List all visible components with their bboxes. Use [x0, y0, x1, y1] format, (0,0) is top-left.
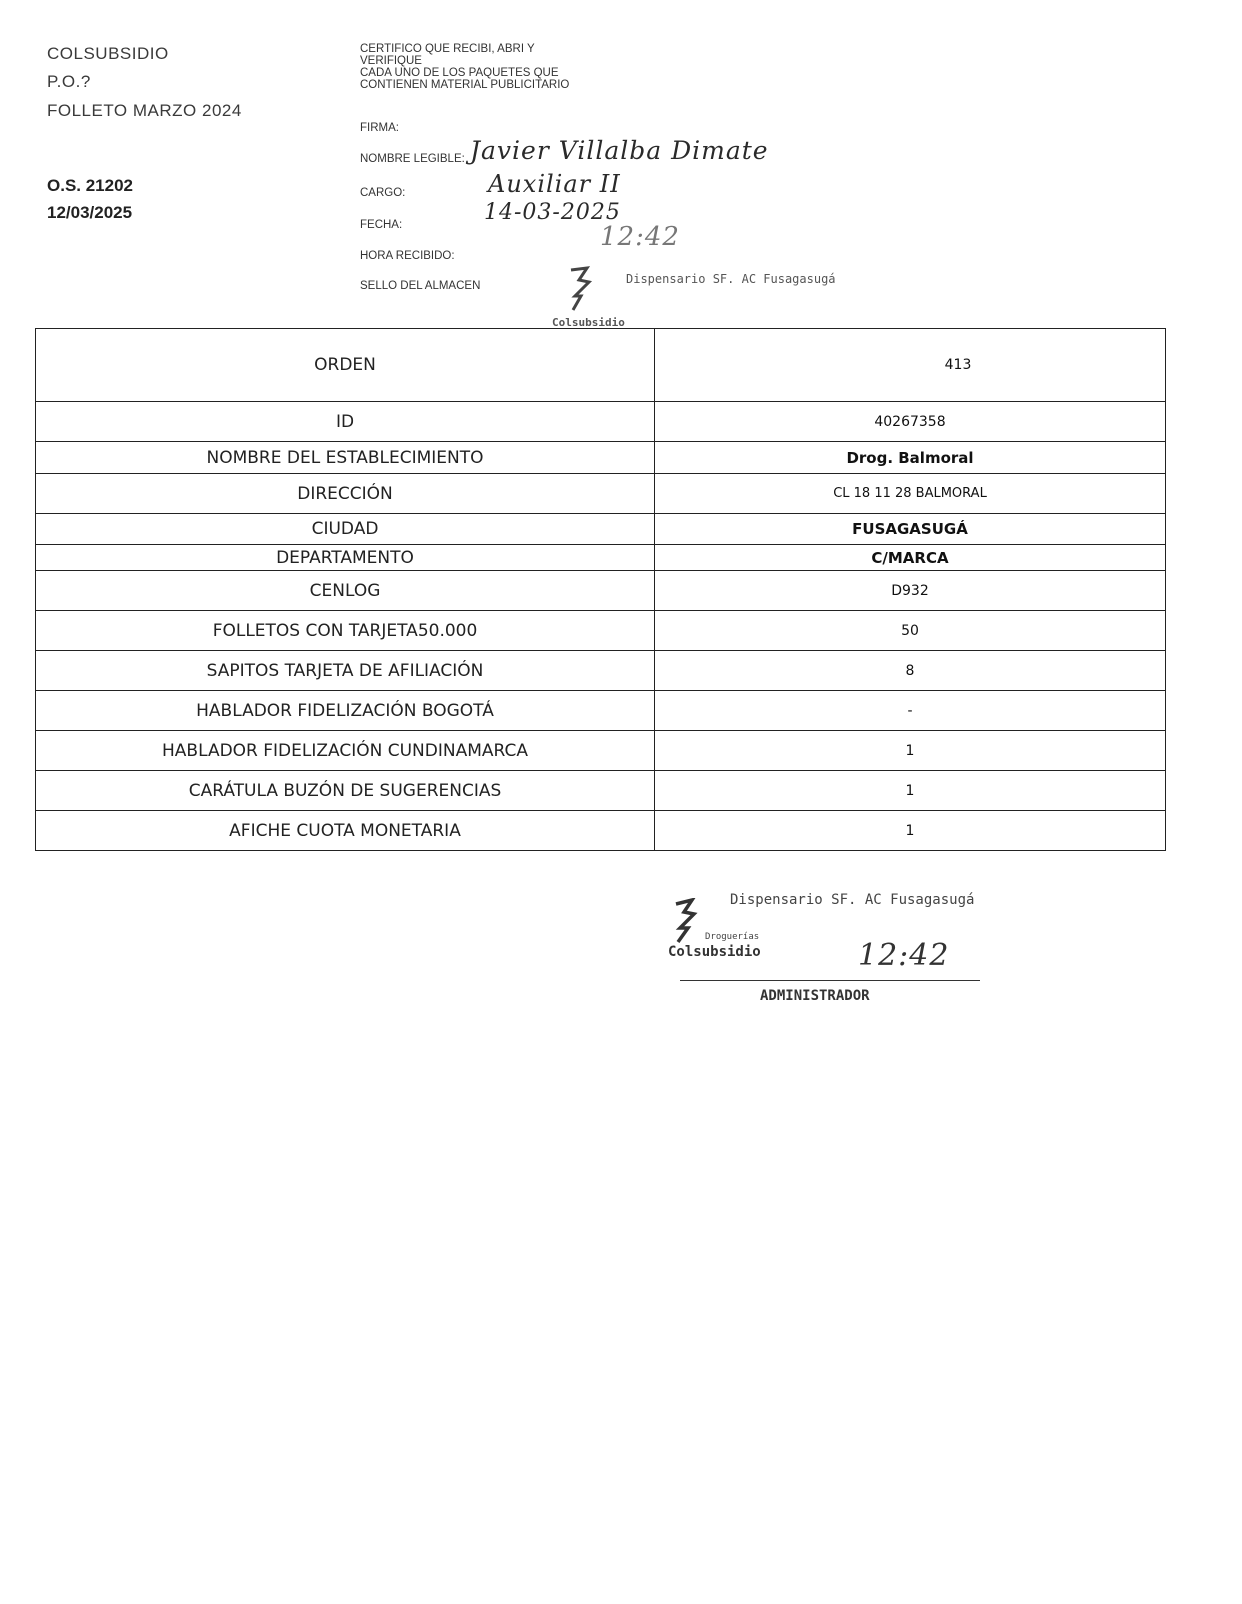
table-row — [36, 571, 1166, 611]
row-label-afiche: AFICHE CUOTA MONETARIA — [36, 811, 655, 851]
row-label-folletos: FOLLETOS CON TARJETA50.000 — [36, 611, 655, 651]
row-value-caratula: 1 — [655, 771, 1166, 811]
table-row — [36, 731, 1166, 771]
row-value-hablador-bogota: - — [655, 691, 1166, 731]
row-label-id: ID — [36, 402, 655, 442]
row-value-ciudad: FUSAGASUGÁ — [655, 514, 1166, 545]
row-label-direccion: DIRECCIÓN — [36, 474, 655, 514]
campaign-name: FOLLETO MARZO 2024 — [47, 101, 242, 120]
document-date: 12/03/2025 — [47, 203, 133, 222]
table-row — [36, 691, 1166, 731]
colsubsidio-logo-icon — [672, 898, 706, 944]
row-value-establecimiento: Drog. Balmoral — [655, 442, 1166, 474]
cargo-label: CARGO: — [360, 187, 406, 199]
store-stamp-bottom — [672, 898, 706, 949]
store-stamp-top — [565, 266, 605, 317]
cert-line-2: VERIFIQUE — [360, 55, 422, 67]
certification-text — [360, 43, 569, 91]
row-value-hablador-cundinamarca: 1 — [655, 731, 1166, 771]
row-label-hablador-bogota: HABLADOR FIDELIZACIÓN BOGOTÁ — [36, 691, 655, 731]
row-label-establecimiento: NOMBRE DEL ESTABLECIMIENTO — [36, 442, 655, 474]
orden-value: 413 — [944, 357, 972, 373]
row-value-departamento: C/MARCA — [655, 545, 1166, 571]
row-value-afiche: 1 — [655, 811, 1166, 851]
signature-line — [680, 980, 980, 981]
row-label-departamento: DEPARTAMENTO — [36, 545, 655, 571]
stamp-top-logo: Colsubsidio — [552, 316, 625, 329]
row-label-caratula: CARÁTULA BUZÓN DE SUGERENCIAS — [36, 771, 655, 811]
table-row — [36, 651, 1166, 691]
cert-line-1: CERTIFICO QUE RECIBI, ABRI Y — [360, 43, 535, 55]
delivery-table — [35, 328, 1166, 851]
table-row — [36, 329, 1166, 402]
cert-line-4: CONTIENEN MATERIAL PUBLICITARIO — [360, 79, 570, 91]
nombre-signature: Javier Villalba Dimate — [470, 136, 769, 165]
row-label-orden: ORDEN — [36, 329, 655, 402]
cert-line-3: CADA UNO DE LOS PAQUETES QUE — [360, 67, 559, 79]
stamp-top-store: Dispensario SF. AC Fusagasugá — [626, 272, 836, 286]
table-row — [36, 545, 1166, 571]
company-name: COLSUBSIDIO — [47, 44, 169, 63]
row-value-folletos: 50 — [655, 611, 1166, 651]
header-line2: P.O.? — [47, 72, 91, 91]
stamp-bottom-time: 12:42 — [858, 938, 950, 973]
stamp-bottom-role: ADMINISTRADOR — [760, 988, 870, 1004]
stamp-bottom-logo: Colsubsidio — [668, 944, 761, 960]
row-label-cenlog: CENLOG — [36, 571, 655, 611]
row-value-direccion: CL 18 11 28 BALMORAL — [655, 474, 1166, 514]
table-row — [36, 514, 1166, 545]
row-value-sapitos: 8 — [655, 651, 1166, 691]
hora-handwritten: 12:42 — [600, 222, 680, 252]
stamp-bottom-store: Dispensario SF. AC Fusagasugá — [730, 892, 975, 908]
fecha-label: FECHA: — [360, 219, 403, 231]
table-row — [36, 402, 1166, 442]
colsubsidio-logo-icon — [565, 266, 605, 312]
row-label-sapitos: SAPITOS TARJETA DE AFILIACIÓN — [36, 651, 655, 691]
row-value-id: 40267358 — [655, 402, 1166, 442]
table-row — [36, 611, 1166, 651]
cargo-handwritten: Auxiliar II — [488, 170, 621, 198]
row-label-hablador-cundinamarca: HABLADOR FIDELIZACIÓN CUNDINAMARCA — [36, 731, 655, 771]
nombre-label: NOMBRE LEGIBLE: — [360, 153, 465, 165]
firma-label: FIRMA: — [360, 122, 399, 134]
row-label-ciudad: CIUDAD — [36, 514, 655, 545]
table-row — [36, 811, 1166, 851]
order-service-number: O.S. 21202 — [47, 176, 134, 195]
hora-label: HORA RECIBIDO: — [360, 250, 455, 262]
row-value-cenlog: D932 — [655, 571, 1166, 611]
table-row — [36, 442, 1166, 474]
table-row — [36, 771, 1166, 811]
table-row — [36, 474, 1166, 514]
row-value-orden — [655, 329, 1166, 402]
stamp-bottom-logo-small: Droguerías — [705, 932, 760, 942]
sello-label: SELLO DEL ALMACEN — [360, 280, 481, 292]
fecha-handwritten: 14-03-2025 — [484, 200, 621, 225]
